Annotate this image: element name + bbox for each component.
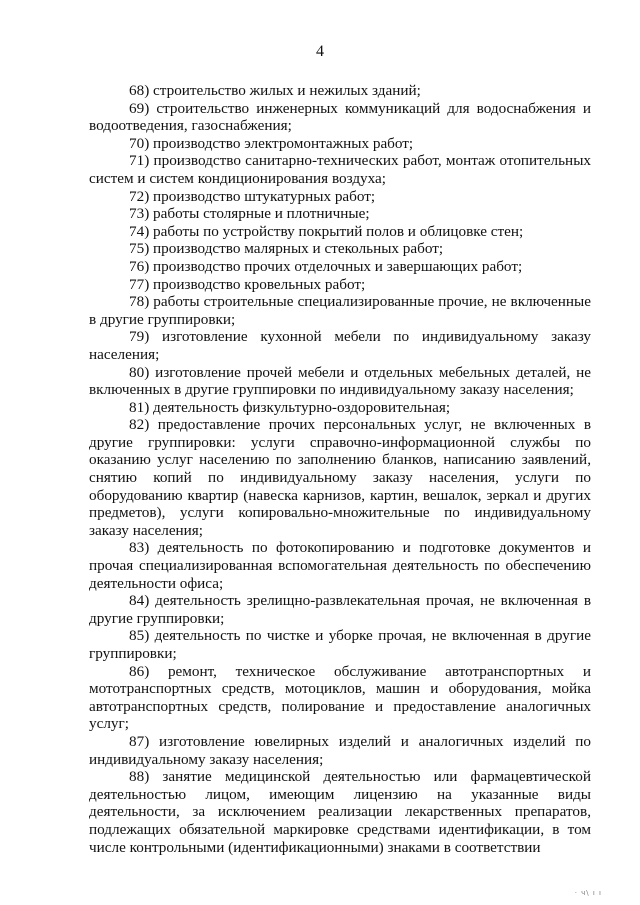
list-item-69: 69) строительство инженерных коммуникаций для водоснабжения и водоотведения, газоснабжения;: [89, 99, 591, 135]
list-item-71: 71) производство санитарно-технических работ, монтаж отопительных систем и систем кондиционирования воздуха;: [89, 152, 591, 187]
list-item-77: 77) производство кровельных работ;: [129, 275, 366, 293]
list-item-85: 85) деятельность по чистке и уборке прочая, не включенная в другие группировки;: [89, 627, 591, 662]
list-item-74: 74) работы по устройству покрытий полов и облицовке стен;: [129, 222, 524, 240]
activity-list: [89, 82, 591, 856]
list-item-68: 68) строительство жилых и нежилых зданий;: [129, 82, 421, 99]
list-item-78: 78) работы строительные специализированные прочие, не включенные в другие группировки;: [89, 293, 591, 328]
list-item-73: 73) работы столярные и плотничные;: [129, 205, 370, 223]
list-item-84: 84) деятельность зрелищно-развлекательная прочая, не включенная в другие группировки;: [89, 592, 591, 627]
list-item-88: 88) занятие медицинской деятельностью или фармацевтической деятельностью лицом, имеющим лицензию на указанные виды деятельности, за исключением реализации лекарственных препаратов, подлежащих обязательной маркировке средствами идентификации, в том числе контрольными (идентификационными) знаками в соответствии: [89, 768, 591, 856]
list-item-72: 72) производство штукатурных работ;: [129, 187, 376, 205]
list-item-87: 87) изготовление ювелирных изделий и аналогичных изделий по индивидуальному заказу населения;: [89, 732, 591, 768]
list-item-76: 76) производство прочих отделочных и завершающих работ;: [129, 257, 523, 275]
list-item-82: 82) предоставление прочих персональных услуг, не включенных в другие группировки: услуги справочно-информационной службы по оказанию услуг населению по заполнению бланков, написанию заявлений, снятию копий по индивидуальному заказу населения, услуги по оборудованию квартир (навеска карнизов, картин, вешалок, зеркал и других предметов), услуги копировально-множительные по индивидуальному заказу населения;: [89, 416, 591, 539]
footer-mark: · ч\ ı ı: [574, 889, 602, 897]
list-item-81: 81) деятельность физкультурно-оздоровительная;: [129, 398, 451, 416]
list-item-83: 83) деятельность по фотокопированию и подготовке документов и прочая специализированная вспомогательная деятельность по обеспечению деятельности офиса;: [89, 539, 591, 592]
list-item-70: 70) производство электромонтажных работ;: [129, 134, 414, 152]
list-item-79: 79) изготовление кухонной мебели по индивидуальному заказу населения;: [89, 328, 591, 363]
page-number: 4: [316, 43, 324, 60]
list-item-86: 86) ремонт, техническое обслуживание автотранспортных и мототранспортных средств, мотоциклов, машин и оборудования, мойка автотранспортных средств, полирование и предоставление аналогичных услуг;: [89, 662, 591, 733]
list-item-75: 75) производство малярных и стекольных работ;: [129, 240, 444, 258]
list-item-80: 80) изготовление прочей мебели и отдельных мебельных деталей, не включенных в другие группировки по индивидуальному заказу населения;: [89, 363, 591, 399]
